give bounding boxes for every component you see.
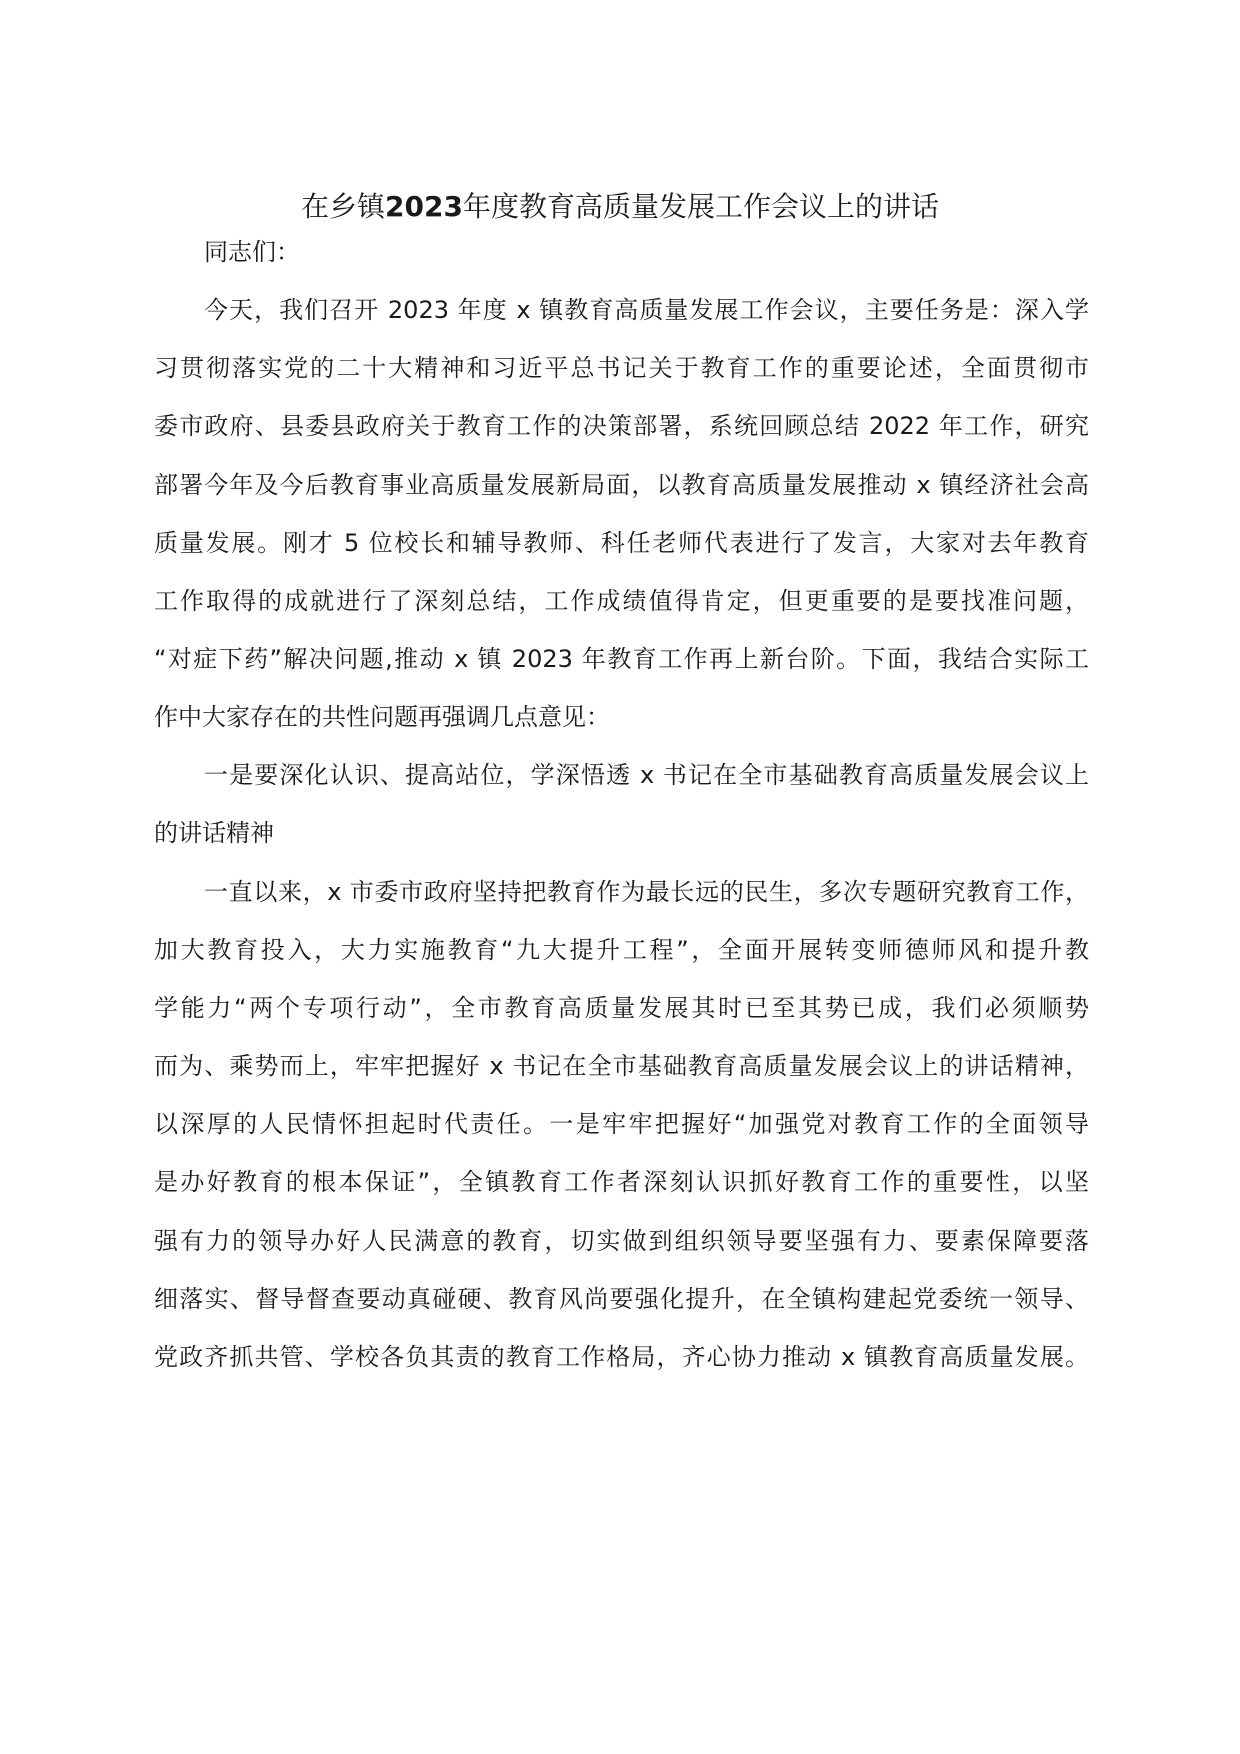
paragraph-1-line-2: 习贯彻落实党的二十大精神和习近平总书记关于教育工作的重要论述，全面贯彻市: [154, 354, 1089, 382]
paragraph-1-line-3: 委市政府、县委县政府关于教育工作的决策部署，系统回顾总结 2022 年工作，研究: [154, 412, 1089, 440]
paragraph-1-line-5: 质量发展。刚才 5 位校长和辅导教师、科任老师代表进行了发言，大家对去年教育: [154, 529, 1089, 557]
paragraph-2-line-7: 强有力的领导办好人民满意的教育，切实做到组织领导要坚强有力、要素保障要落: [154, 1227, 1089, 1255]
paragraph-2-line-8: 细落实、督导督查要动真碰硬、教育风尚要强化提升，在全镇构建起党委统一领导、: [154, 1285, 1089, 1313]
salutation: 同志们：: [204, 238, 300, 266]
paragraph-1-line-4: 部署今年及今后教育事业高质量发展新局面，以教育高质量发展推动 x 镇经济社会高: [154, 471, 1089, 499]
paragraph-1-line-7: “对症下药”解决问题,推动 x 镇 2023 年教育工作再上新台阶。下面，我结合实际工: [154, 645, 1089, 673]
document-title: [140, 187, 1100, 227]
paragraph-2-line-6: 是办好教育的根本保证”，全镇教育工作者深刻认识抓好教育工作的重要性，以坚: [154, 1168, 1089, 1196]
title-suffix: 年度教育高质量发展工作会议上的讲话: [462, 190, 939, 223]
paragraph-1-line-8: 作中大家存在的共性问题再强调几点意见：: [154, 703, 610, 731]
paragraph-2-line-9: 党政齐抓共管、学校各负其责的教育工作格局，齐心协力推动 x 镇教育高质量发展。: [154, 1343, 1089, 1371]
paragraph-2-line-1: 一直以来，x 市委市政府坚持把教育作为最长远的民生，多次专题研究教育工作，: [204, 878, 1089, 906]
paragraph-1-line-1: 今天，我们召开 2023 年度 x 镇教育高质量发展工作会议，主要任务是：深入学: [204, 296, 1089, 324]
paragraph-2-line-4: 而为、乘势而上，牢牢把握好 x 书记在全市基础教育高质量发展会议上的讲话精神，: [154, 1052, 1089, 1080]
section-heading-line-1: 一是要深化认识、提高站位，学深悟透 x 书记在全市基础教育高质量发展会议上: [204, 761, 1089, 789]
paragraph-2-line-2: 加大教育投入，大力实施教育“九大提升工程”，全面开展转变师德师风和提升教: [154, 936, 1089, 964]
section-heading-line-2: 的讲话精神: [154, 819, 274, 847]
paragraph-2-line-5: 以深厚的人民情怀担起时代责任。一是牢牢把握好“加强党对教育工作的全面领导: [154, 1110, 1089, 1138]
title-year: 2023: [385, 190, 463, 223]
paragraph-2-line-3: 学能力“两个专项行动”，全市教育高质量发展其时已至其势已成，我们必须顺势: [154, 994, 1089, 1022]
paragraph-1-line-6: 工作取得的成就进行了深刻总结，工作成绩值得肯定，但更重要的是要找准问题，: [154, 587, 1089, 615]
title-prefix: 在乡镇: [301, 190, 386, 223]
